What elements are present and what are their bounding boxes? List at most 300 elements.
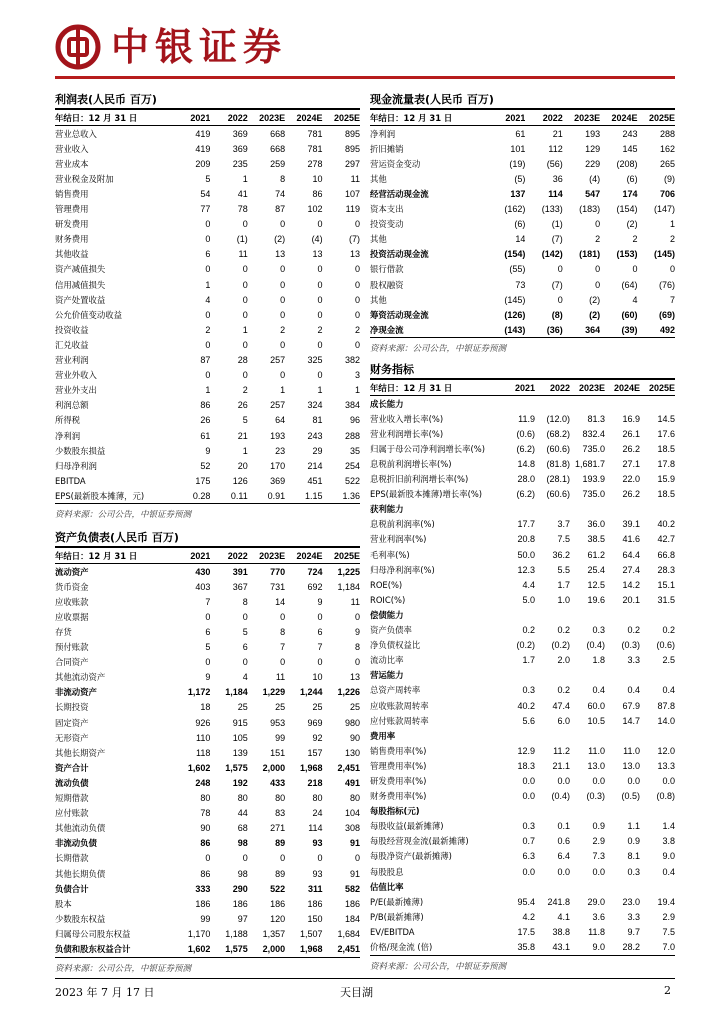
cell-value: 3.8 xyxy=(662,836,675,847)
cell-value: 78 xyxy=(200,808,211,819)
cell-value: 980 xyxy=(344,717,360,728)
cell-value: (0.2) xyxy=(551,640,570,651)
cell-value: 5 xyxy=(205,173,211,184)
cell-value: 81.3 xyxy=(587,413,605,424)
cell-value: 241.8 xyxy=(547,896,570,907)
cell-value: 0.1 xyxy=(557,821,570,832)
cell-value xyxy=(640,396,675,412)
row-label: 流动资产 xyxy=(55,566,89,577)
cell-value: 2,000 xyxy=(248,941,285,957)
cell-value: 10 xyxy=(312,672,323,683)
row-label: 获利能力 xyxy=(370,504,404,515)
cell-value: 11 xyxy=(275,672,286,683)
cell-value: 99 xyxy=(200,913,211,924)
cell-value: 0 xyxy=(205,219,211,230)
cell-value: 8 xyxy=(280,627,286,638)
cell-value: 0 xyxy=(242,853,248,864)
header-label: 年结日：12 月 31 日 xyxy=(370,110,488,126)
cell-value: 2.9 xyxy=(592,836,605,847)
cell-value: 0 xyxy=(354,853,360,864)
cell-value: 4.2 xyxy=(522,911,535,922)
table-row xyxy=(370,232,675,247)
section-title: 现金流量表(人民币 百万) xyxy=(370,92,675,110)
header-year: 2024E xyxy=(285,110,322,126)
cell-value: 0 xyxy=(280,339,286,350)
cell-value xyxy=(535,879,570,894)
cell-value: 384 xyxy=(344,400,360,411)
table-row xyxy=(55,670,360,685)
header-year: 2024E xyxy=(285,548,322,564)
cell-value: 1 xyxy=(242,445,248,456)
cell-value: 0 xyxy=(354,339,360,350)
row-label: 销售费用 xyxy=(55,189,89,200)
cell-value: 5 xyxy=(205,642,211,653)
cell-value: 770 xyxy=(270,566,286,577)
row-label: 预付账款 xyxy=(55,642,89,653)
row-label: 营运资金变动 xyxy=(370,158,421,169)
table-row xyxy=(370,547,675,562)
row-label: 筹资活动现金流 xyxy=(370,309,429,320)
cell-value xyxy=(570,396,605,412)
table-row xyxy=(55,473,360,488)
cell-value: 6 xyxy=(205,249,211,260)
cell-value: 0 xyxy=(354,657,360,668)
cell-value xyxy=(500,879,535,894)
cell-value: 0 xyxy=(354,279,360,290)
cell-value xyxy=(640,502,675,517)
cell-value: 26.2 xyxy=(622,489,640,500)
cell-value: 78 xyxy=(237,204,248,215)
cell-value: 0.4 xyxy=(662,866,675,877)
cell-value: 40.2 xyxy=(517,700,535,711)
row-label: 负债合计 xyxy=(55,883,89,894)
cell-value: 44 xyxy=(237,808,248,819)
cell-value: 969 xyxy=(307,717,323,728)
cell-value: 17.8 xyxy=(657,459,675,470)
cell-value: 60.0 xyxy=(587,700,605,711)
header-year: 2025E xyxy=(640,380,675,396)
cell-value: 1.7 xyxy=(557,579,570,590)
cell-value: 0 xyxy=(205,264,211,275)
row-label: 息税前利润率(%) xyxy=(370,519,435,530)
section-title: 利润表(人民币 百万) xyxy=(55,92,360,110)
header-year: 2025E xyxy=(638,110,675,126)
cell-value: 13.3 xyxy=(657,760,675,771)
cell-value: (143) xyxy=(488,322,525,338)
table-row xyxy=(55,171,360,186)
cell-value: 0 xyxy=(595,219,601,230)
cell-value: 433 xyxy=(270,777,286,788)
row-label: 资本支出 xyxy=(370,204,404,215)
cell-value: (4) xyxy=(589,173,601,184)
table-row xyxy=(370,713,675,728)
cell-value: 492 xyxy=(638,322,675,338)
cell-value: (147) xyxy=(653,204,675,215)
table-row xyxy=(55,851,360,866)
row-label: 营业总收入 xyxy=(55,128,97,139)
cell-value: 93 xyxy=(312,868,323,879)
cashflow-table xyxy=(370,110,675,338)
cell-value xyxy=(500,728,535,743)
cell-value xyxy=(535,804,570,819)
cell-value: 186 xyxy=(270,898,286,909)
cell-value: 17.6 xyxy=(657,428,675,439)
cell-value: 14 xyxy=(515,234,526,245)
table-row xyxy=(55,896,360,911)
cell-value: 21 xyxy=(552,128,563,139)
cell-value: 1,681.7 xyxy=(574,459,605,470)
cell-value: (19) xyxy=(509,158,526,169)
cell-value: 80 xyxy=(275,793,286,804)
row-label: EPS(最新股本摊薄)增长率(%) xyxy=(370,489,483,500)
cell-value: (162) xyxy=(504,204,526,215)
row-label: 管理费用 xyxy=(55,204,89,215)
cell-value: 4 xyxy=(632,294,638,305)
cell-value: 0 xyxy=(354,264,360,275)
row-label: 投资变动 xyxy=(370,219,404,230)
cell-value: 6.0 xyxy=(557,715,570,726)
cell-value: 288 xyxy=(659,128,675,139)
cell-value: 87.8 xyxy=(657,700,675,711)
table-row xyxy=(370,411,675,426)
cell-value: 0.0 xyxy=(592,775,605,786)
cell-value: 86 xyxy=(200,838,211,849)
row-label: 管理费用率(%) xyxy=(370,760,427,771)
header-year: 2022 xyxy=(535,380,570,396)
cell-value xyxy=(640,879,675,894)
cell-value: 31.5 xyxy=(657,594,675,605)
cell-value: 114 xyxy=(308,823,323,834)
table-row xyxy=(55,202,360,217)
header-divider xyxy=(55,76,675,79)
table-row xyxy=(55,791,360,806)
table-row xyxy=(55,821,360,836)
cell-value: 214 xyxy=(307,460,323,471)
cell-value: 2 xyxy=(280,324,286,335)
cell-value: 1 xyxy=(242,173,248,184)
cell-value: 369 xyxy=(232,143,248,154)
cell-value xyxy=(605,879,640,894)
cell-value: 92 xyxy=(312,732,323,743)
cell-value: 29 xyxy=(312,445,323,456)
cell-value: 150 xyxy=(307,913,323,924)
table-row xyxy=(370,217,675,232)
cell-value: 3.3 xyxy=(627,911,640,922)
table-row xyxy=(55,640,360,655)
table-row xyxy=(370,789,675,804)
cell-value: 0 xyxy=(242,657,248,668)
table-row xyxy=(55,383,360,398)
cell-value: (154) xyxy=(616,204,638,215)
cell-value: (36) xyxy=(525,322,562,338)
cell-value: 73 xyxy=(515,279,526,290)
cell-value: (6.2) xyxy=(516,443,535,454)
cell-value: 66.8 xyxy=(657,549,675,560)
cell-value: (56) xyxy=(546,158,563,169)
row-label: 其他流动资产 xyxy=(55,672,106,683)
cell-value: (208) xyxy=(616,158,638,169)
cell-value: 915 xyxy=(232,717,248,728)
cell-value: (6.2) xyxy=(516,489,535,500)
cell-value: 1.0 xyxy=(557,594,570,605)
row-label: 营业收入增长率(%) xyxy=(370,413,444,424)
cell-value: 86 xyxy=(200,400,211,411)
table-row xyxy=(370,638,675,653)
table-row xyxy=(55,911,360,926)
table-row xyxy=(370,698,675,713)
header-year: 2021 xyxy=(173,548,210,564)
cell-value: 0 xyxy=(317,294,323,305)
cell-value: 114 xyxy=(548,189,563,200)
cell-value: 17.5 xyxy=(517,926,535,937)
cell-value xyxy=(605,607,640,622)
row-label: 其他流动负债 xyxy=(55,823,106,834)
cell-value: 1 xyxy=(205,385,211,396)
cell-value: 11 xyxy=(350,173,360,184)
cell-value: 1,229 xyxy=(262,687,286,698)
cell-value: 430 xyxy=(195,566,211,577)
row-label: 价格/现金流 (倍) xyxy=(370,939,500,955)
cell-value: 19.6 xyxy=(587,594,605,605)
cell-value: 98 xyxy=(237,838,248,849)
table-row xyxy=(55,655,360,670)
cell-value: 308 xyxy=(344,823,360,834)
cell-value: (154) xyxy=(504,249,526,260)
cell-value: 6 xyxy=(242,642,248,653)
table-row xyxy=(370,396,675,412)
cell-value: 522 xyxy=(270,883,286,894)
cell-value: 91 xyxy=(349,868,360,879)
cell-value: (2) xyxy=(626,219,638,230)
cell-value: 8 xyxy=(242,596,248,607)
cell-value: 14.2 xyxy=(622,579,640,590)
cell-value: (81.8) xyxy=(546,459,570,470)
row-label: 营业利润率(%) xyxy=(370,534,427,545)
cell-value: 3.6 xyxy=(592,911,605,922)
cell-value: 6 xyxy=(205,627,211,638)
cell-value: 89 xyxy=(275,868,286,879)
row-label: 投资活动现金流 xyxy=(370,249,429,260)
row-label: 每股净资产(最新摊薄) xyxy=(370,851,452,862)
table-row xyxy=(55,262,360,277)
cell-value: 0 xyxy=(595,279,601,290)
cell-value: 11.0 xyxy=(588,745,605,756)
row-label: P/B(最新摊薄) xyxy=(370,911,424,922)
cell-value: 926 xyxy=(195,717,211,728)
cell-value: 193 xyxy=(270,430,286,441)
row-label: 营业利润增长率(%) xyxy=(370,428,444,439)
row-label: 归属母公司股东权益 xyxy=(55,928,131,939)
cell-value: 0 xyxy=(280,611,286,622)
table-header-row xyxy=(55,110,360,126)
cell-value: 7.3 xyxy=(592,851,605,862)
cell-value: 50.0 xyxy=(517,549,535,560)
cell-value: 731 xyxy=(270,581,286,592)
balance-table xyxy=(55,548,360,958)
cell-value: 0 xyxy=(557,264,563,275)
cell-value: 98 xyxy=(237,868,248,879)
cell-value xyxy=(570,728,605,743)
table-header-row xyxy=(55,548,360,564)
row-label: 短期借款 xyxy=(55,793,89,804)
cell-value: 35.8 xyxy=(500,939,535,955)
cell-value: 1,602 xyxy=(173,941,210,957)
cell-value: 36 xyxy=(552,173,563,184)
table-row xyxy=(55,579,360,594)
cell-value: 0 xyxy=(557,294,563,305)
cell-value xyxy=(605,668,640,683)
cell-value: 1,184 xyxy=(225,687,248,698)
cell-value: 1.1 xyxy=(627,821,640,832)
row-label: 固定资产 xyxy=(55,717,89,728)
cell-value: 9.0 xyxy=(570,939,605,955)
cell-value: 0 xyxy=(242,370,248,381)
cell-value: 102 xyxy=(307,204,323,215)
cell-value: (28.1) xyxy=(546,474,570,485)
cell-value: 278 xyxy=(307,158,323,169)
cell-value: 2,000 xyxy=(262,762,286,773)
cell-value: 0 xyxy=(205,853,211,864)
row-label: ROIC(%) xyxy=(370,594,406,605)
table-row xyxy=(55,307,360,322)
cell-value: 27.4 xyxy=(622,564,640,575)
row-label: 应付账款周转率 xyxy=(370,715,429,726)
cell-value: 1.7 xyxy=(522,655,535,666)
row-label: P/E(最新摊薄) xyxy=(370,896,424,907)
source-note: 资料来源：公司公告，中银证券预测 xyxy=(55,963,192,974)
cell-value: 369 xyxy=(232,128,248,139)
cell-value: 104 xyxy=(344,808,360,819)
cell-value: (126) xyxy=(504,309,526,320)
table-row xyxy=(370,728,675,743)
cell-value: 1,968 xyxy=(285,941,322,957)
row-label: 财务费用 xyxy=(55,234,89,245)
row-label: 股本 xyxy=(55,898,72,909)
cell-value: 1,575 xyxy=(210,941,247,957)
table-row xyxy=(370,262,675,277)
row-label: 存货 xyxy=(55,627,72,638)
cell-value: 17.7 xyxy=(517,519,535,530)
cell-value: 724 xyxy=(307,566,323,577)
table-row xyxy=(370,141,675,156)
cell-value: 781 xyxy=(307,143,323,154)
cell-value: 0 xyxy=(669,264,675,275)
header-year: 2024E xyxy=(600,110,637,126)
cell-value: 110 xyxy=(196,732,211,743)
row-label: 经营活动现金流 xyxy=(370,189,429,200)
table-row xyxy=(370,909,675,924)
header-year: 2025E xyxy=(323,110,360,126)
cell-value: 1.36 xyxy=(323,488,360,504)
cell-value: 3.3 xyxy=(627,655,640,666)
cell-value: 41.6 xyxy=(622,534,640,545)
cell-value xyxy=(535,502,570,517)
cell-value: (133) xyxy=(541,204,563,215)
row-label: 无形资产 xyxy=(55,732,89,743)
cell-value: 2 xyxy=(205,324,211,335)
cell-value: 0 xyxy=(354,309,360,320)
cell-value xyxy=(500,668,535,683)
row-label: 资产合计 xyxy=(55,762,89,773)
table-row xyxy=(370,653,675,668)
table-row xyxy=(55,760,360,775)
cell-value: 1,188 xyxy=(225,928,248,939)
table-row xyxy=(370,126,675,142)
section-title: 财务指标 xyxy=(370,362,675,380)
cell-value: 522 xyxy=(344,475,360,486)
cell-value: 86 xyxy=(312,189,323,200)
cell-value: 21.1 xyxy=(552,760,570,771)
cell-value: 0 xyxy=(242,309,248,320)
cell-value: 290 xyxy=(232,883,248,894)
cell-value: 9 xyxy=(205,672,211,683)
cell-value: (60.6) xyxy=(546,443,570,454)
cell-value xyxy=(605,502,640,517)
cell-value: 193.9 xyxy=(582,474,605,485)
table-row xyxy=(370,307,675,322)
cell-value: 2 xyxy=(595,234,601,245)
table-row xyxy=(55,322,360,337)
header-year: 2022 xyxy=(210,110,247,126)
row-label: 每股股息 xyxy=(370,866,404,877)
table-row xyxy=(370,322,675,338)
cell-value: 1,244 xyxy=(300,687,323,698)
table-header-row xyxy=(370,380,675,396)
cell-value: 13 xyxy=(275,249,286,260)
cell-value: 26.1 xyxy=(622,428,640,439)
cell-value: (60) xyxy=(621,309,638,320)
cell-value: 12.3 xyxy=(517,564,535,575)
header-year: 2024E xyxy=(605,380,640,396)
cell-value xyxy=(535,728,570,743)
cell-value: 0.11 xyxy=(210,488,247,504)
cell-value: 382 xyxy=(344,355,360,366)
header-label: 年结日：12 月 31 日 xyxy=(55,110,173,126)
row-label: 归母净利润 xyxy=(55,460,97,471)
cell-value: 11.2 xyxy=(553,745,570,756)
bank-of-china-logo-icon xyxy=(55,24,101,70)
cell-value: 20.8 xyxy=(517,534,535,545)
cell-value: (0.2) xyxy=(516,640,535,651)
table-row xyxy=(370,607,675,622)
cell-value: 21 xyxy=(237,430,248,441)
cell-value: 25 xyxy=(237,702,248,713)
source-note: 资料来源：公司公告，中银证券预测 xyxy=(370,961,507,972)
cell-value: 6.3 xyxy=(522,851,535,862)
table-row xyxy=(55,700,360,715)
cell-value: (0.3) xyxy=(586,791,605,802)
cell-value: (5) xyxy=(514,173,526,184)
cell-value: 288 xyxy=(344,430,360,441)
cell-value: 68 xyxy=(237,823,248,834)
cell-value: 36.0 xyxy=(587,519,605,530)
cell-value xyxy=(640,607,675,622)
table-row xyxy=(370,804,675,819)
cell-value: 162 xyxy=(659,143,675,154)
table-row xyxy=(370,277,675,292)
table-row xyxy=(370,683,675,698)
cell-value xyxy=(535,607,570,622)
cell-value: (145) xyxy=(504,294,526,305)
row-label: 净负债权益比 xyxy=(370,640,421,651)
row-label: 股权融资 xyxy=(370,279,404,290)
row-label: 少数股东权益 xyxy=(55,913,106,924)
cell-value: 13 xyxy=(349,249,360,260)
cell-value: 3 xyxy=(354,370,360,381)
cell-value: 0 xyxy=(317,219,323,230)
cell-value: 0 xyxy=(317,264,323,275)
cell-value: 4.1 xyxy=(557,911,570,922)
